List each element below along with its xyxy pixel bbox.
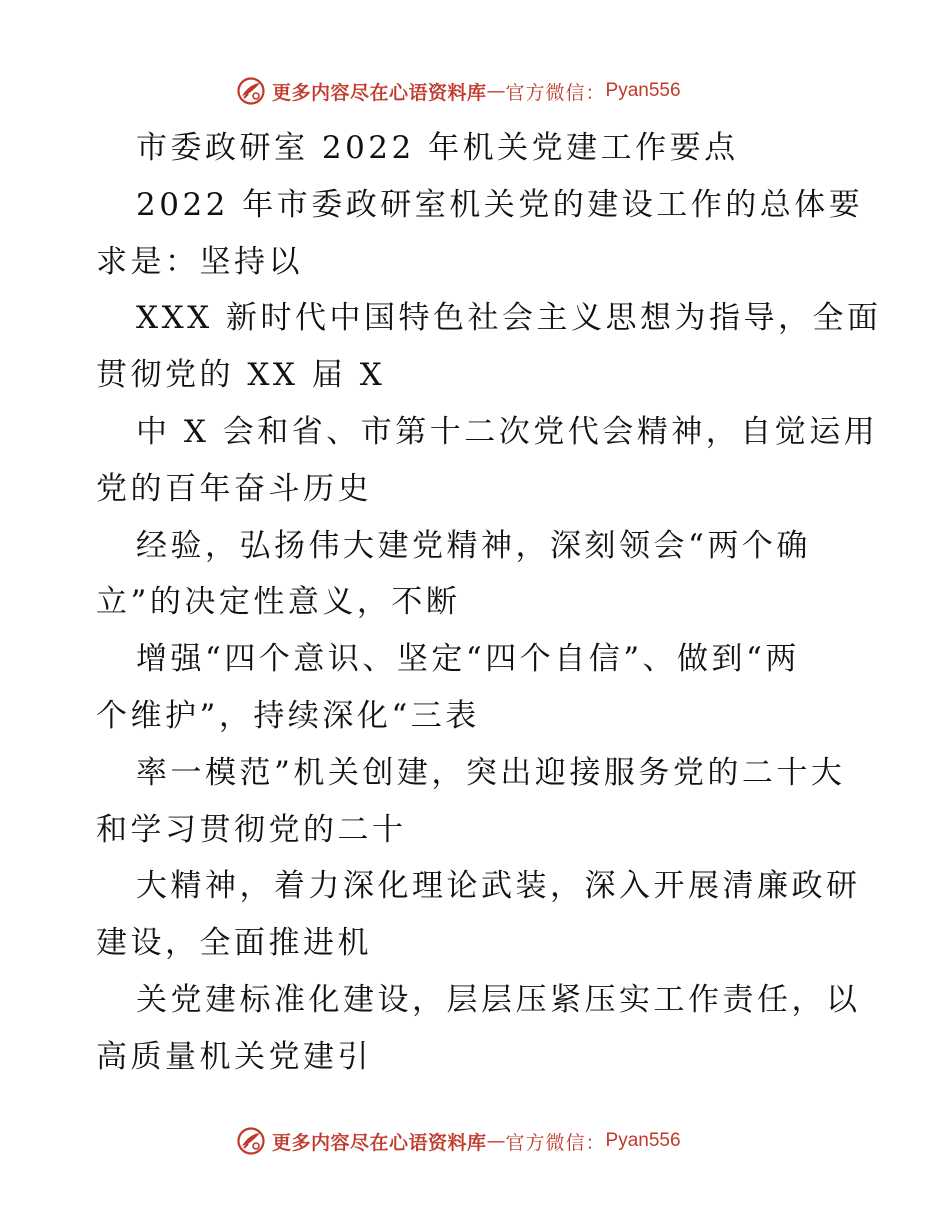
brand-text: 更多内容尽在心语资料库 bbox=[272, 1131, 487, 1154]
wechat-id: Pyan556 bbox=[605, 80, 681, 101]
paragraph-line: 高质量机关党建引 bbox=[96, 1038, 372, 1075]
paragraph-line: 个维护”，持续深化“三表 bbox=[96, 697, 480, 734]
paragraph-line: 中 X 会和省、市第十二次党代会精神，自觉运用 bbox=[136, 413, 879, 450]
paragraph-line: 经验，弘扬伟大建党精神，深刻领会“两个确 bbox=[136, 527, 811, 564]
paragraph-line: XXX 新时代中国特色社会主义思想为指导，全面 bbox=[136, 300, 882, 337]
document-body bbox=[96, 120, 882, 1086]
header-watermark-banner bbox=[236, 74, 681, 108]
paragraph-line: 率一模范”机关创建，突出迎接服务党的二十大 bbox=[136, 754, 846, 791]
paragraph-line: 党的百年奋斗历史 bbox=[96, 470, 372, 507]
paragraph-line: 贯彻党的 XX 届 X bbox=[96, 357, 386, 394]
wechat-label: 官方微信： bbox=[505, 1131, 606, 1154]
paragraph-line: 立”的决定性意义，不断 bbox=[96, 584, 461, 621]
footer-watermark-banner bbox=[236, 1124, 681, 1158]
paragraph-line: 求是：坚持以 bbox=[96, 243, 303, 280]
paragraph-line: 和学习贯彻党的二十 bbox=[96, 811, 407, 848]
pen-logo-icon bbox=[236, 76, 266, 106]
paragraph-line: 关党建标准化建设，层层压紧压实工作责任，以 bbox=[136, 981, 861, 1018]
paragraph-line: 2022 年市委政研室机关党的建设工作的总体要 bbox=[136, 186, 864, 223]
wechat-label: 官方微信： bbox=[505, 81, 606, 104]
banner-separator: — bbox=[486, 1130, 506, 1152]
pen-logo-icon bbox=[236, 1126, 266, 1156]
brand-text: 更多内容尽在心语资料库 bbox=[272, 81, 487, 104]
paragraph-line: 大精神，着力深化理论武装，深入开展清廉政研 bbox=[136, 868, 861, 905]
banner-separator: — bbox=[486, 80, 506, 102]
document-title: 市委政研室 2022 年机关党建工作要点 bbox=[136, 130, 739, 166]
paragraph-line: 增强“四个意识、坚定“四个自信”、做到“两 bbox=[136, 641, 800, 678]
paragraph-line: 建设，全面推进机 bbox=[96, 925, 372, 962]
wechat-id: Pyan556 bbox=[605, 1130, 681, 1151]
